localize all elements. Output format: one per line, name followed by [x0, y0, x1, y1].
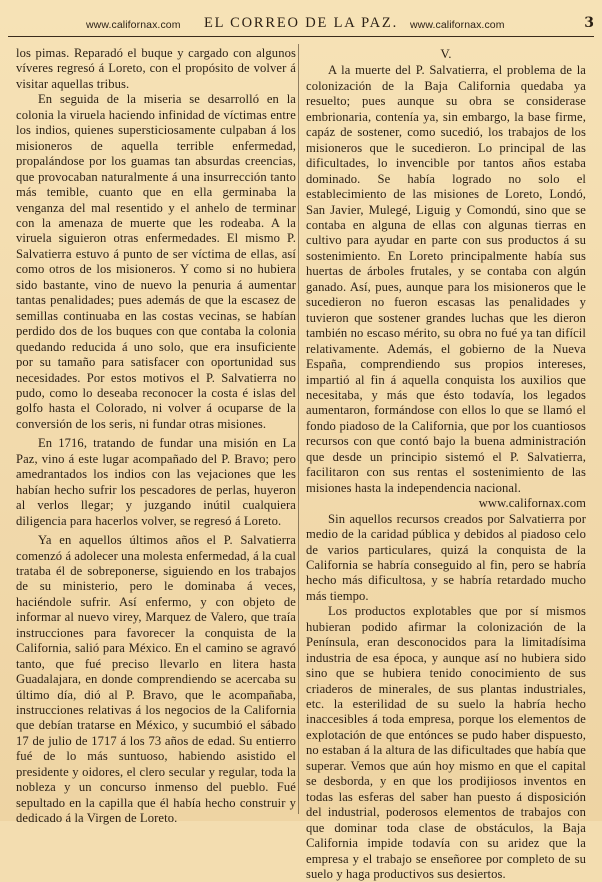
left-paragraph-3: En 1716, tratando de fundar una misión en La Paz, vino á este lugar acompañado del P. Bravo; pero amedrantados los indios con las vejaciones que les habían hecho sufrir los pescadores de perlas, huyeron al verlos llegar; y juzgando inútil cualquiera diligencia para hacerlos volver, se regresó á Loreto.: [16, 436, 296, 528]
left-column: [16, 46, 296, 827]
left-paragraph-2: En seguida de la miseria se desarrolló en la colonia la viruela haciendo infinidad de víctimas entre los indios, quienes supersticiosamente culpaban á los misioneros de aquella terrible enfermedad, propalándose por los guamas tan absurdas creencias, que provocaban naturalmente á una insurrección tanto más temible, cuanto que en ella germinaba la venganza del mal resentido y el anhelo de terminar con la amenaza de muerte que les rodeaba. A la viruela siguieron otras enfermedades. El mismo P. Salvatierra estuvo á punto de ser víctima de ellas, así como otros de los misioneros. Y como si no hubiera sido bastante, vino de nuevo la penuria á aumentar tantas penalidades; pues además de que la escasez de semillas continuaba en las costas vecinas, se habían perdido dos de los buques con que contaba la colonia quedando reducida á uno solo, que era insuficiente por su tamaño para satisfacer con oportunidad sus necesidades. Por estos motivos el P. Salvatierra no pudo, como lo deseaba reconocer la costa é islas del golfo hasta el Colorado, ni volver á ocuparse de la conversión de los seris, ni fundar otras misiones.: [16, 92, 296, 431]
column-divider: [298, 44, 299, 814]
left-paragraph-4: Ya en aquellos últimos años el P. Salvatierra comenzó á adolecer una molesta enfermedad, á la cual trataba él de sobreponerse, siguiendo en los trabajos de su ministerio, pero le dominaba á veces, haciéndole sufrir. Así enfermo, y con objeto de informar al nuevo virey, Marquez de Valero, que traía instrucciones para favorecer la conquista de la California, salió para México. En el camino se agravó tanto, que fué preciso llevarlo en litera hasta Guadalajara, en donde comprendiendo se acercaba su último día, dió al P. Bravo, que le acompañaba, instrucciones relativas á los negocios de la California que debían tratarse en México, y sucumbió el sábado 17 de julio de 1717 á los 73 años de edad. Su entierro fué de lo más suntuoso, habiendo asistido el presidente y oidores, el clero secular y regular, toda la nobleza y un concurso inmenso del pueblo. Fué sepultado en la capilla que él había hecho construir y dedicado á la Virgen de Loreto.: [16, 533, 296, 826]
newspaper-title: EL CORREO DE LA PAZ.: [203, 15, 399, 31]
header-url-left: www.californax.com: [86, 19, 181, 31]
page-number: 3: [584, 15, 594, 31]
section-number: V.: [440, 46, 452, 61]
right-column: [306, 46, 586, 882]
left-paragraph-1: los pimas. Reparadó el buque y cargado con algunos víveres regresó á Loreto, con el propósito de volver á visitar aquellas tribus.: [16, 46, 296, 91]
right-paragraph-2: Sin aquellos recursos creados por Salvatierra por medio de la caridad pública y debidos al piadoso celo de varios particulares, quizá la conquista de la California se habría conseguido al fin, pero se habría hecho más dificultosa, y se habría retardado mucho más tiempo.: [306, 511, 586, 603]
right-paragraph-3: Los productos explotables que por sí mismos hubieran podido afirmar la colonización de la Península, eran desconocidos para la limitadísima industria de esa época, y aunque así no hubiera sido sino que se hubiera tenido conocimiento de sus criaderos de minerales, de sus plantas industriales, etc. la esterilidad de su suelo la habría hecho inaccesibles á toda empresa, porque los elementos de explotación de que entónces se pudo haber dispuesto, no estaban á la altura de las dificultades que había que superar. Vemos que aún hoy mismo en que el capital se desborda, y en que los prodijiosos inventos en todas las esferas del saber han puesto á disposición del industrial, poderosos elementos de trabajos con que dominar toda clase de obstáculos, la Baja California impide todavía con su aridez que la empresa y el trabajo se enseñoree por completo de su suelo y haga productivos sus desiertos.: [306, 604, 586, 882]
page-header: [8, 14, 594, 37]
watermark-url: www.californax.com: [478, 496, 586, 511]
header-url-right: www.californax.com: [410, 19, 505, 31]
right-paragraph-1: A la muerte del P. Salvatierra, el problema de la colonización de la Baja California quedaba ya resuelto; pues aunque su obra se considerase embrionaria, contenía ya, sin embargo, la base firme, capáz de sostener, como sucedió, los trabajos de los misioneros que le sucedieron. Lo principal de las dificultades, lo invencible por tantos años estaba dominado. Se había logrado no solo el establecimiento de las misiones de Loreto, Londó, San Javier, Mulegé, Liguig y Comondú, sino que se contaba en alguna de ellas con algunas tierras en cultivo para ayudar en parte con sus productos á su sostenimiento. En Loreto principalmente había sus huertas de árboles frutales, y se contaba con algún ganado. Así, pues, aunque para los misioneros que le sucedieron no fueron escasas las penalidades y tuvieron que sostener grandes luchas que les dieron también no escaso mérito, su obra no fué ya tan difícil relativamente. Además, el gobierno de la Nueva España, comprendiendo sus propios intereses, impartió al fin á aquella conquista los auxilios que necesitaba, y más que ésto todavía, los legados aumentaron, formándose con ellos lo que se llamó el fondo piadoso de la California, que por los cuantiosos recursos con que contó bajo la buena administración que desde un principio sistemó el P. Salvatierra, facilitaron con sus rentas el sostenimiento de las misiones hasta la independencia nacional.: [306, 63, 586, 495]
